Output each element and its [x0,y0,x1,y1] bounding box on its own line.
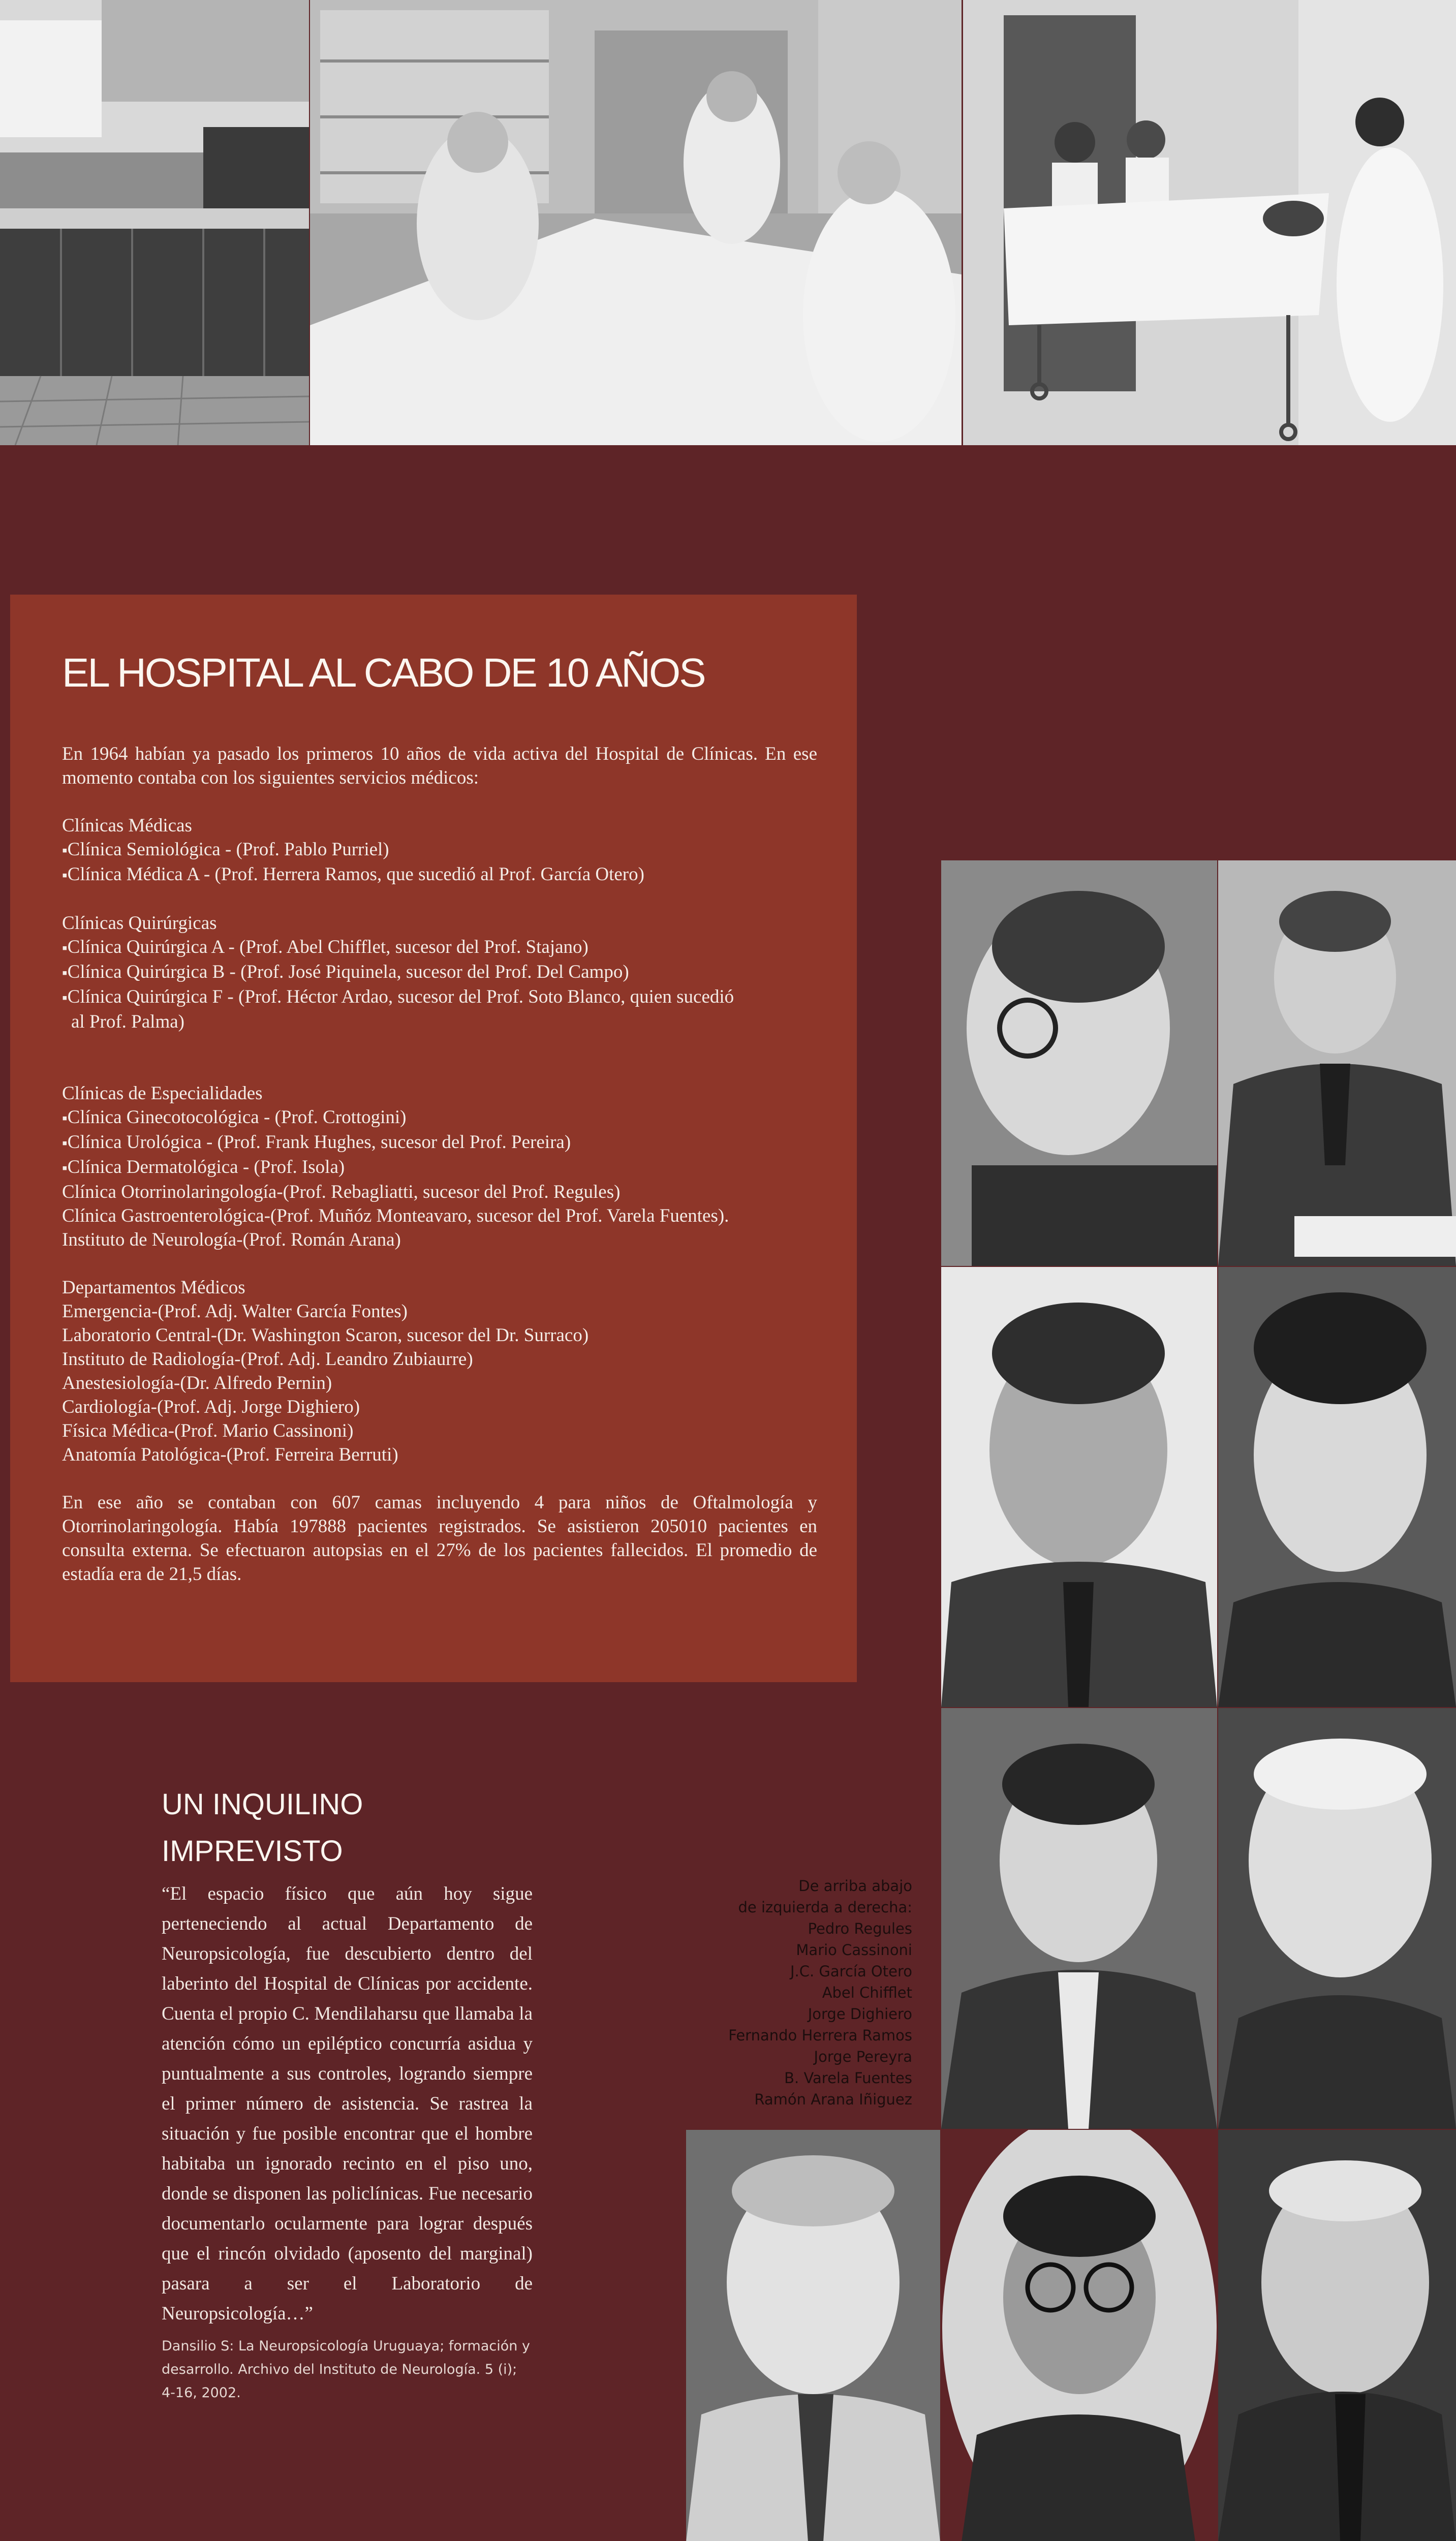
list-item: ▪ Clínica Quirúrgica F - (Prof. Héctor Ardao, sucesor del Prof. Soto Blanco, quien sucedió [62,985,817,1010]
list-item: Cardiología-(Prof. Adj. Jorge Dighiero) [62,1397,360,1417]
portrait-fernando-herrera-ramos [1218,1708,1456,2129]
caption-name: Pedro Regules [808,1920,912,1937]
inquilino-title-line: UN INQUILINO [162,1788,363,1821]
caption-name: Jorge Pereyra [814,2048,912,2065]
caption-name: J.C. García Otero [790,1963,912,1980]
list-item: Instituto de Radiología-(Prof. Adj. Leandro Zubiaurre) [62,1349,473,1370]
list-item: ▪ Clínica Ginecotocológica - (Prof. Crottogini) [62,1105,817,1130]
portrait-b-varela-fuentes [941,2130,1217,2541]
hospital-10-years-panel [10,595,857,1682]
caption-name: Jorge Dighiero [808,2005,912,2023]
historical-photo-strip [0,0,1456,445]
photo-patient-stretcher [963,0,1456,445]
panel-title: EL HOSPITAL AL CABO DE 10 AÑOS [62,650,705,695]
list-item: Instituto de Neurología-(Prof. Román Arana) [62,1229,401,1250]
closing-paragraph: En ese año se contaban con 607 camas incluyendo 4 para niños de Oftalmología y Otorrinolaringología. Había 197888 pacientes registrados. Se asistieron 205010 pacientes en consulta externa. Se efectuaron autopsias en el 27% de los pacientes fallecidos. El promedio de estadía era de 21,5 días. [62,1492,817,1585]
section-heading-clinicas-medicas: Clínicas Médicas [62,815,192,836]
list-item: Anestesiología-(Dr. Alfredo Pernin) [62,1373,332,1393]
caption-name: Ramón Arana Iñiguez [754,2091,912,2108]
list-item: Emergencia-(Prof. Adj. Walter García Fontes) [62,1301,408,1322]
caption-heading: de izquierda a derecha: [738,1899,912,1916]
portrait-abel-chifflet [1218,1267,1456,1707]
portrait-jorge-dighiero [941,1708,1217,2129]
photo-kitchen-counters [0,0,309,445]
portrait-pedro-regules [941,860,1217,1266]
inquilino-section [162,1781,533,2405]
inquilino-quote: “El espacio físico que aún hoy sigue perteneciendo al actual Departamento de Neuropsicología, fue descubierto dentro del laberinto del Hospital de Clínicas por accidente. Cuenta el propio C. Mendilaharsu que llamaba la atención cómo un epiléptico concurría asidua y puntualmente a sus controles, logrando siempre el primer número de asistencia. Se rastrea la situación y fue posible encontrar que el hombre habitaba un ignorado recinto en el piso uno, donde se disponen las policlínicas. Fue necesario documentarlo ocularmente para lograr después que el rincón olvidado (aposento del marginal) pasara a ser el Laboratorio de Neuropsicología…” [162,1883,533,2324]
list-item: Clínica Otorrinolaringología-(Prof. Rebagliatti, sucesor del Prof. Regules) [62,1182,621,1202]
inquilino-title-line: IMPREVISTO [162,1835,343,1868]
portrait-mario-cassinoni [1218,860,1456,1266]
list-item: Laboratorio Central-(Dr. Washington Scaron, sucesor del Dr. Surraco) [62,1325,589,1346]
caption-name: Fernando Herrera Ramos [728,2027,912,2044]
panel-body [62,742,817,1586]
caption-heading: De arriba abajo [798,1877,912,1895]
list-item: ▪ Clínica Semiológica - (Prof. Pablo Purriel) [62,838,817,862]
caption-name: Mario Cassinoni [796,1941,912,1959]
portrait-ramon-arana-iniguez [1218,2130,1456,2541]
list-item: ▪ Clínica Urológica - (Prof. Frank Hughes, sucesor del Prof. Pereira) [62,1130,817,1155]
caption-name: Abel Chifflet [822,1984,912,2001]
inquilino-title [162,1781,533,1875]
list-item: ▪ Clínica Quirúrgica A - (Prof. Abel Chifflet, sucesor del Prof. Stajano) [62,935,817,960]
list-item: ▪ Clínica Dermatológica - (Prof. Isola) [62,1155,817,1180]
portrait-caption [681,1875,912,2110]
photo-nurses-working [310,0,962,445]
list-item: ▪ Clínica Quirúrgica B - (Prof. José Piquinela, sucesor del Prof. Del Campo) [62,960,817,985]
list-item: ▪ Clínica Médica A - (Prof. Herrera Ramos, que sucedió al Prof. García Otero) [62,862,817,887]
inquilino-citation: Dansilio S: La Neuropsicología Uruguaya; formación y desarrollo. Archivo del Instituto de Neurología. 5 (i); 4-16, 2002. [162,2338,530,2401]
portrait-jc-garcia-otero [941,1267,1217,1707]
caption-name: B. Varela Fuentes [784,2069,912,2087]
section-heading-clinicas-quirurgicas: Clínicas Quirúrgicas [62,913,217,934]
list-item: Física Médica-(Prof. Mario Cassinoni) [62,1420,354,1441]
section-heading-departamentos: Departamentos Médicos [62,1277,245,1298]
list-item: Anatomía Patológica-(Prof. Ferreira Berruti) [62,1444,398,1465]
intro-paragraph: En 1964 habían ya pasado los primeros 10 años de vida activa del Hospital de Clínicas. En ese momento contaba con los siguientes servicios médicos: [62,743,817,788]
section-heading-clinicas-especialidades: Clínicas de Especialidades [62,1083,263,1104]
portrait-jorge-pereyra [686,2130,940,2541]
list-item-continuation: al Prof. Palma) [71,1011,184,1032]
list-item: Clínica Gastroenterológica-(Prof. Muñóz Monteavaro, sucesor del Prof. Varela Fuentes). [62,1205,729,1226]
